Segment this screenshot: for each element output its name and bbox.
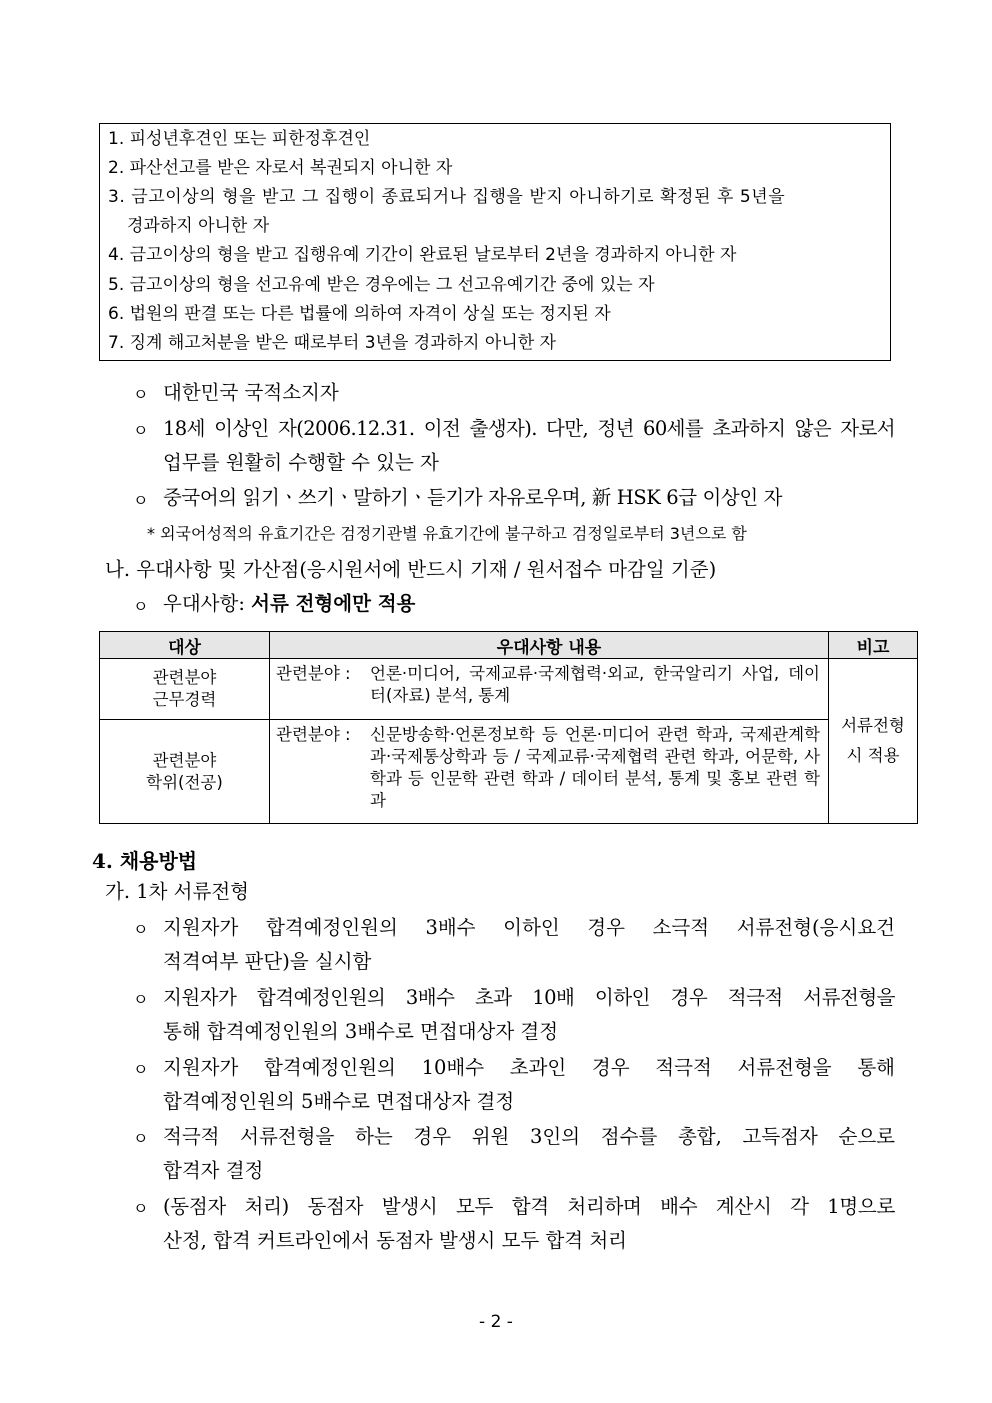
preference-emphasis: 서류 전형에만 적용 [251, 592, 416, 615]
validity-note: * 외국어성적의 유효기간은 검정기관별 유효기간에 불구하고 검정일로부터 3년으로 함 [147, 524, 747, 543]
method-item: 지원자가 합격예정인원의 3배수 초과 10배 이하인 경우 적극적 서류전형을 [163, 986, 895, 1009]
disqualification-item: 1. 피성년후견인 또는 피한정후견인 [108, 129, 371, 149]
bullet-icon: ㅇ [133, 421, 149, 440]
field-label: 관련분야 : [276, 725, 351, 744]
disqualification-item: 2. 파산선고를 받은 자로서 복권되지 아니한 자 [108, 158, 453, 178]
disqualification-item: 7. 징계 해고처분을 받은 때로부터 3년을 경과하지 아니한 자 [108, 333, 556, 353]
method-item-continued: 적격여부 판단)을 실시함 [163, 950, 372, 973]
sub-heading: 가. 1차 서류전형 [105, 880, 250, 903]
qualification-item: 대한민국 국적소지자 [163, 381, 339, 404]
bullet-icon: ㅇ [133, 920, 149, 939]
disqualification-item: 6. 법원의 판결 또는 다른 법률에 의하여 자격이 상실 또는 정지된 자 [108, 304, 611, 324]
note-line: 서류전형 [841, 716, 905, 735]
field-label: 관련분야 : [276, 664, 351, 683]
preference-bullet [163, 587, 415, 621]
method-item-continued: 통해 합격예정인원의 3배수로 면접대상자 결정 [163, 1020, 559, 1043]
qualification-item: 중국어의 읽기ㆍ쓰기ㆍ말하기ㆍ듣기가 자유로우며, 新 HSK 6급 이상인 자 [163, 486, 783, 509]
column-header-content: 우대사항 내용 [270, 632, 829, 659]
preference-heading: 나. 우대사항 및 가산점(응시원서에 반드시 기재 / 원서접수 마감일 기준) [105, 558, 717, 581]
bullet-icon: ㅇ [133, 385, 149, 404]
bullet-icon: ㅇ [133, 597, 149, 616]
bullet-icon: ㅇ [133, 491, 149, 510]
disqualification-box [99, 123, 891, 361]
table-row [100, 659, 918, 720]
column-header-target: 대상 [100, 632, 270, 659]
field-value: 신문방송학·언론정보학 등 언론·미디어 관련 학과, 국제관계학과·국제통상학과 등 / 국제교류·국제협력 관련 학과, 어문학, 사학과 등 인문학 관련 학과 / 데이터 분석, 통계 및 홍보 관련 학과 [370, 725, 820, 810]
row-content [270, 659, 829, 720]
qualification-item-continued: 업무를 원활히 수행할 수 있는 자 [163, 451, 439, 474]
table-header-row [100, 632, 918, 659]
row-target-line: 근무경력 [152, 690, 217, 709]
bullet-icon: ㅇ [133, 990, 149, 1009]
bullet-icon: ㅇ [133, 1060, 149, 1079]
disqualification-item: 4. 금고이상의 형을 받고 집행유예 기간이 완료된 날로부터 2년을 경과하지 아니한 자 [108, 245, 737, 265]
row-note [829, 659, 918, 824]
row-content [270, 720, 829, 824]
row-target [100, 659, 270, 720]
row-target-line: 관련분야 [152, 750, 217, 770]
method-item: 지원자가 합격예정인원의 10배수 초과인 경우 적극적 서류전형을 통해 [163, 1056, 895, 1079]
field-value: 언론·미디어, 국제교류·국제협력·외교, 한국알리기 사업, 데이터(자료) 분석, 통계 [370, 664, 820, 705]
disqualification-item: 5. 금고이상의 형을 선고유예 받은 경우에는 그 선고유예기간 중에 있는 자 [108, 275, 655, 295]
method-item-continued: 합격예정인원의 5배수로 면접대상자 결정 [163, 1090, 515, 1113]
disqualification-item-continued: 경과하지 아니한 자 [127, 216, 270, 236]
method-item: 지원자가 합격예정인원의 3배수 이하인 경우 소극적 서류전형(응시요건 [163, 916, 895, 939]
note-line: 시 적용 [846, 746, 900, 765]
preference-table [99, 631, 918, 824]
column-header-note: 비고 [829, 632, 918, 659]
method-item-continued: 산정, 합격 커트라인에서 동점자 발생시 모두 합격 처리 [163, 1229, 628, 1252]
qualification-item: 18세 이상인 자(2006.12.31. 이전 출생자). 다만, 정년 60세를 초과하지 않은 자로서 [163, 417, 895, 440]
bullet-icon: ㅇ [133, 1129, 149, 1148]
page-number: - 2 - [479, 1312, 513, 1332]
method-item-continued: 합격자 결정 [163, 1159, 264, 1182]
method-item: 적극적 서류전형을 하는 경우 위원 3인의 점수를 총합, 고득점자 순으로 [163, 1125, 895, 1148]
method-item: (동점자 처리) 동점자 발생시 모두 합격 처리하며 배수 계산시 각 1명으로 [163, 1195, 895, 1218]
table-row [100, 720, 918, 824]
bullet-icon: ㅇ [133, 1199, 149, 1218]
row-target-line: 관련분야 [152, 668, 217, 687]
row-target [100, 720, 270, 824]
section-heading: 4. 채용방법 [92, 849, 198, 873]
row-target-line: 학위(전공) [146, 772, 223, 792]
preference-label: 우대사항: [163, 592, 245, 615]
disqualification-item: 3. 금고이상의 형을 받고 그 집행이 종료되거나 집행을 받지 아니하기로 확정된 후 5년을 [108, 187, 786, 207]
